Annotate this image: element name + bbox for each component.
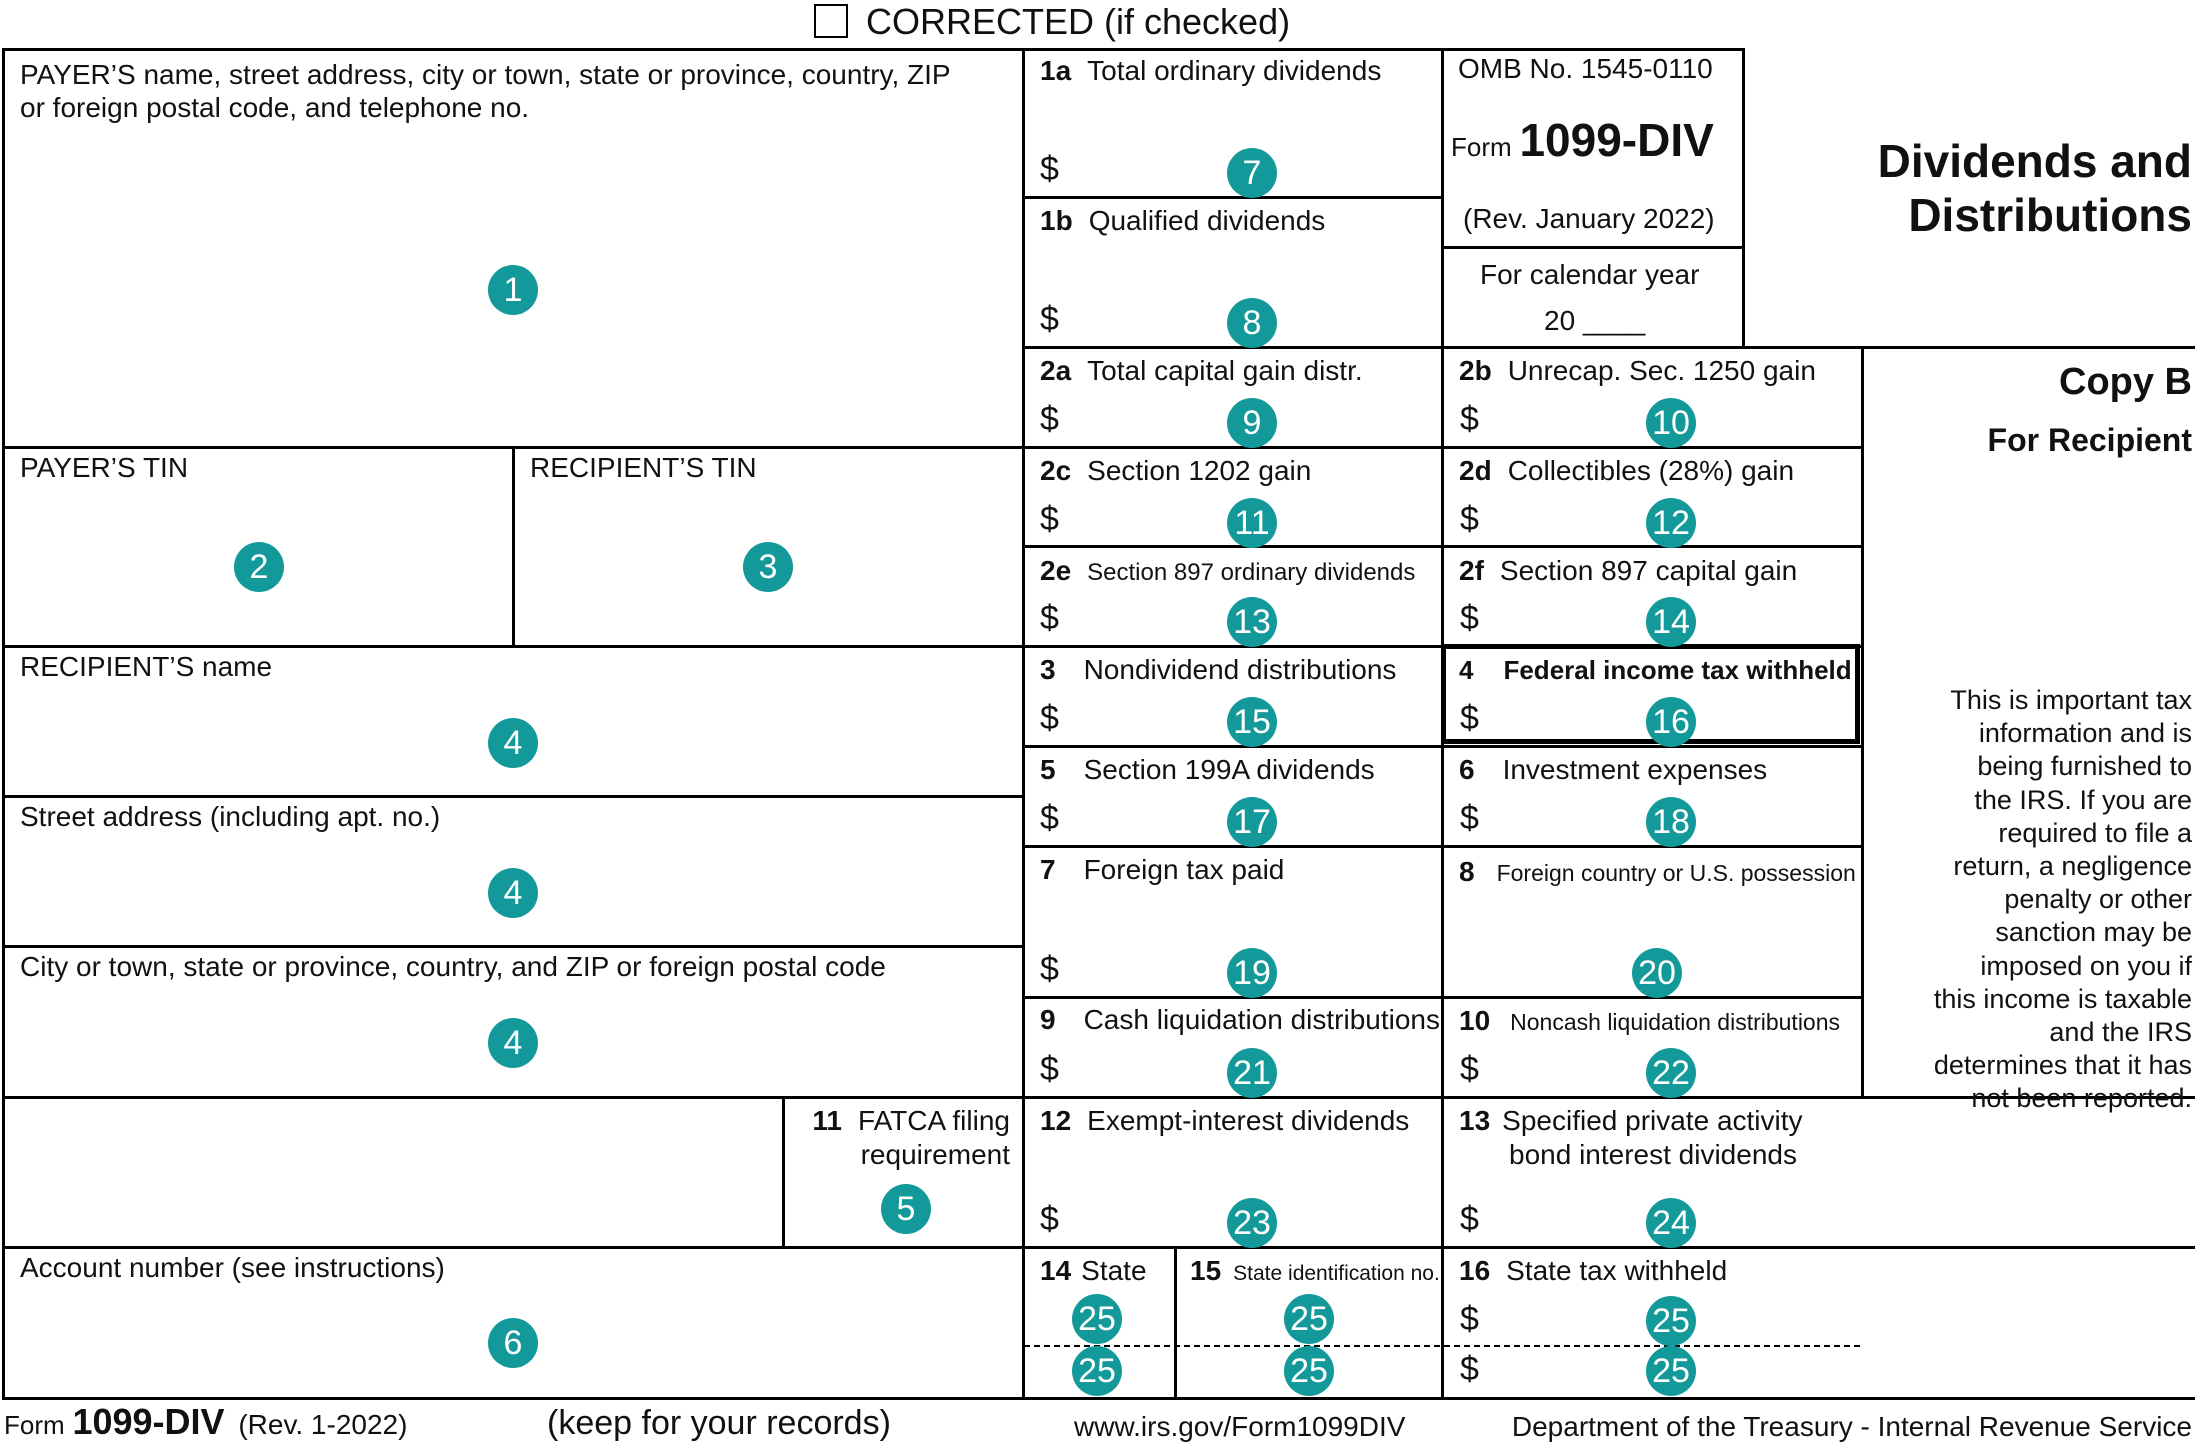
box13-dollar: $ (1460, 1200, 1479, 1238)
payer-tin-label: PAYER’S TIN (20, 452, 189, 483)
box2f-dollar: $ (1460, 599, 1479, 637)
box2f-field[interactable]: 14 (1646, 597, 1696, 647)
box16-label: 16 State tax withheld (1459, 1255, 1728, 1286)
box2d-field[interactable]: 12 (1646, 498, 1696, 548)
box2b-label: 2b Unrecap. Sec. 1250 gain (1459, 355, 1816, 386)
box16-dollar-2: $ (1460, 1350, 1479, 1388)
box7-field[interactable]: 19 (1227, 948, 1277, 998)
box14-field-1[interactable]: 25 (1072, 1294, 1122, 1344)
box7-dollar: $ (1040, 950, 1059, 988)
fatca-line2: requirement (860, 1139, 1010, 1170)
box1a-dollar: $ (1040, 150, 1059, 188)
box6-label: 6 Investment expenses (1459, 754, 1768, 785)
box1a-field[interactable]: 7 (1227, 148, 1277, 198)
box1b-label: 1b Qualified dividends (1040, 205, 1326, 236)
box2c-label: 2c Section 1202 gain (1040, 455, 1312, 486)
box6-field[interactable]: 18 (1646, 797, 1696, 847)
recipient-street-label: Street address (including apt. no.) (20, 801, 441, 832)
box16-field-1[interactable]: 25 (1646, 1296, 1696, 1346)
box12-field[interactable]: 23 (1227, 1198, 1277, 1248)
recipient-city-field[interactable]: 4 (488, 1018, 538, 1068)
box2b-field[interactable]: 10 (1646, 398, 1696, 448)
recipient-name-field[interactable]: 4 (488, 718, 538, 768)
box10-field[interactable]: 22 (1646, 1048, 1696, 1098)
box16-dollar-1: $ (1460, 1300, 1479, 1338)
recipient-street-field[interactable]: 4 (488, 868, 538, 918)
payer-name-label-2: or foreign postal code, and telephone no. (20, 92, 530, 123)
footer-dept: Department of the Treasury - Internal Revenue Service (1511, 1411, 2192, 1442)
box13-field[interactable]: 24 (1646, 1198, 1696, 1248)
box8-label: 8 Foreign country or U.S. possession (1459, 856, 1856, 887)
box2e-field[interactable]: 13 (1227, 597, 1277, 647)
box9-field[interactable]: 21 (1227, 1048, 1277, 1098)
box9-label: 9 Cash liquidation distributions (1040, 1004, 1441, 1035)
important-notice: This is important tax information and is being furnished to the IRS. If you are required to file a return, a negligence penalty or other sanction may be imposed on you if this income is taxable and the IRS determines that it has not been reported. (1933, 685, 2192, 1114)
box2c-field[interactable]: 11 (1227, 498, 1277, 548)
box14-label: 14 State (1040, 1255, 1147, 1286)
box4-field[interactable]: 16 (1646, 697, 1696, 747)
box5-field[interactable]: 17 (1227, 797, 1277, 847)
omb-rev: (Rev. January 2022) (1463, 203, 1715, 234)
box14-field-2[interactable]: 25 (1072, 1346, 1122, 1396)
box12-label: 12 Exempt-interest dividends (1040, 1105, 1410, 1136)
box8-field[interactable]: 20 (1632, 948, 1682, 998)
footer-url[interactable]: www.irs.gov/Form1099DIV (1074, 1411, 1406, 1442)
box9-dollar: $ (1040, 1050, 1059, 1088)
box10-dollar: $ (1460, 1050, 1479, 1088)
recipient-name-label: RECIPIENT’S name (20, 651, 273, 682)
box1a-label: 1a Total ordinary dividends (1040, 55, 1382, 86)
box1b-field[interactable]: 8 (1227, 298, 1277, 348)
corrected-checkbox[interactable] (814, 4, 848, 38)
corrected-label: CORRECTED (if checked) (866, 1, 1291, 42)
payer-name-label-1: PAYER’S name, street address, city or town, state or province, country, ZIP (20, 59, 951, 90)
box4-label: 4 Federal income tax withheld (1459, 655, 1852, 685)
box2e-dollar: $ (1040, 599, 1059, 637)
fatca-label (812, 1104, 1010, 1172)
box3-dollar: $ (1040, 699, 1059, 737)
calendar-year-label: For calendar year (1480, 259, 1700, 290)
box6-dollar: $ (1460, 799, 1479, 837)
copy-title: Copy B (2059, 361, 2192, 403)
box2a-field[interactable]: 9 (1227, 398, 1277, 448)
account-number-field[interactable]: 6 (488, 1318, 538, 1368)
recipient-tin-label: RECIPIENT’S TIN (530, 452, 757, 483)
box2d-label: 2d Collectibles (28%) gain (1459, 455, 1795, 486)
box12-dollar: $ (1040, 1200, 1059, 1238)
box16-field-2[interactable]: 25 (1646, 1346, 1696, 1396)
omb-number: OMB No. 1545-0110 (1458, 53, 1713, 84)
box2c-dollar: $ (1040, 500, 1059, 538)
box3-label: 3 Nondividend distributions (1040, 654, 1397, 685)
footer-form-name: Form 1099-DIV (Rev. 1-2022) (4, 1401, 408, 1442)
box13-label: 13 Specified private activity bond interest dividends (1459, 1105, 1803, 1170)
box2d-dollar: $ (1460, 500, 1479, 538)
box2b-dollar: $ (1460, 400, 1479, 438)
box5-dollar: $ (1040, 799, 1059, 837)
form-title: Dividends and Distributions (1877, 135, 2192, 241)
recipient-city-label: City or town, state or province, country, and ZIP or foreign postal code (20, 951, 886, 982)
box2a-dollar: $ (1040, 400, 1059, 438)
footer-keep: (keep for your records) (547, 1404, 891, 1442)
fatca-line1: FATCA filing (858, 1105, 1010, 1136)
account-number-label: Account number (see instructions) (20, 1252, 445, 1283)
recipient-tin-field[interactable]: 3 (743, 542, 793, 592)
payer-tin-field[interactable]: 2 (234, 542, 284, 592)
copy-subtitle: For Recipient (1987, 422, 2192, 458)
box4-dollar: $ (1460, 699, 1479, 737)
box2a-label: 2a Total capital gain distr. (1040, 355, 1363, 386)
calendar-year-field[interactable]: 20 ____ (1544, 305, 1646, 336)
box15-field-1[interactable]: 25 (1284, 1294, 1334, 1344)
box7-label: 7 Foreign tax paid (1040, 854, 1285, 885)
box15-label: 15 State identification no. (1190, 1255, 1440, 1286)
box2e-label: 2e Section 897 ordinary dividends (1040, 555, 1416, 586)
box15-field-2[interactable]: 25 (1284, 1346, 1334, 1396)
fatca-num: 11 (812, 1105, 843, 1136)
box5-label: 5 Section 199A dividends (1040, 754, 1375, 785)
box10-label: 10 Noncash liquidation distributions (1459, 1005, 1841, 1036)
fatca-checkbox[interactable]: 5 (881, 1184, 931, 1234)
box1b-dollar: $ (1040, 300, 1059, 338)
payer-name-field[interactable]: 1 (488, 265, 538, 315)
box2f-label: 2f Section 897 capital gain (1459, 555, 1798, 586)
box3-field[interactable]: 15 (1227, 697, 1277, 747)
omb-form-title: Form 1099-DIV (1451, 114, 1714, 166)
